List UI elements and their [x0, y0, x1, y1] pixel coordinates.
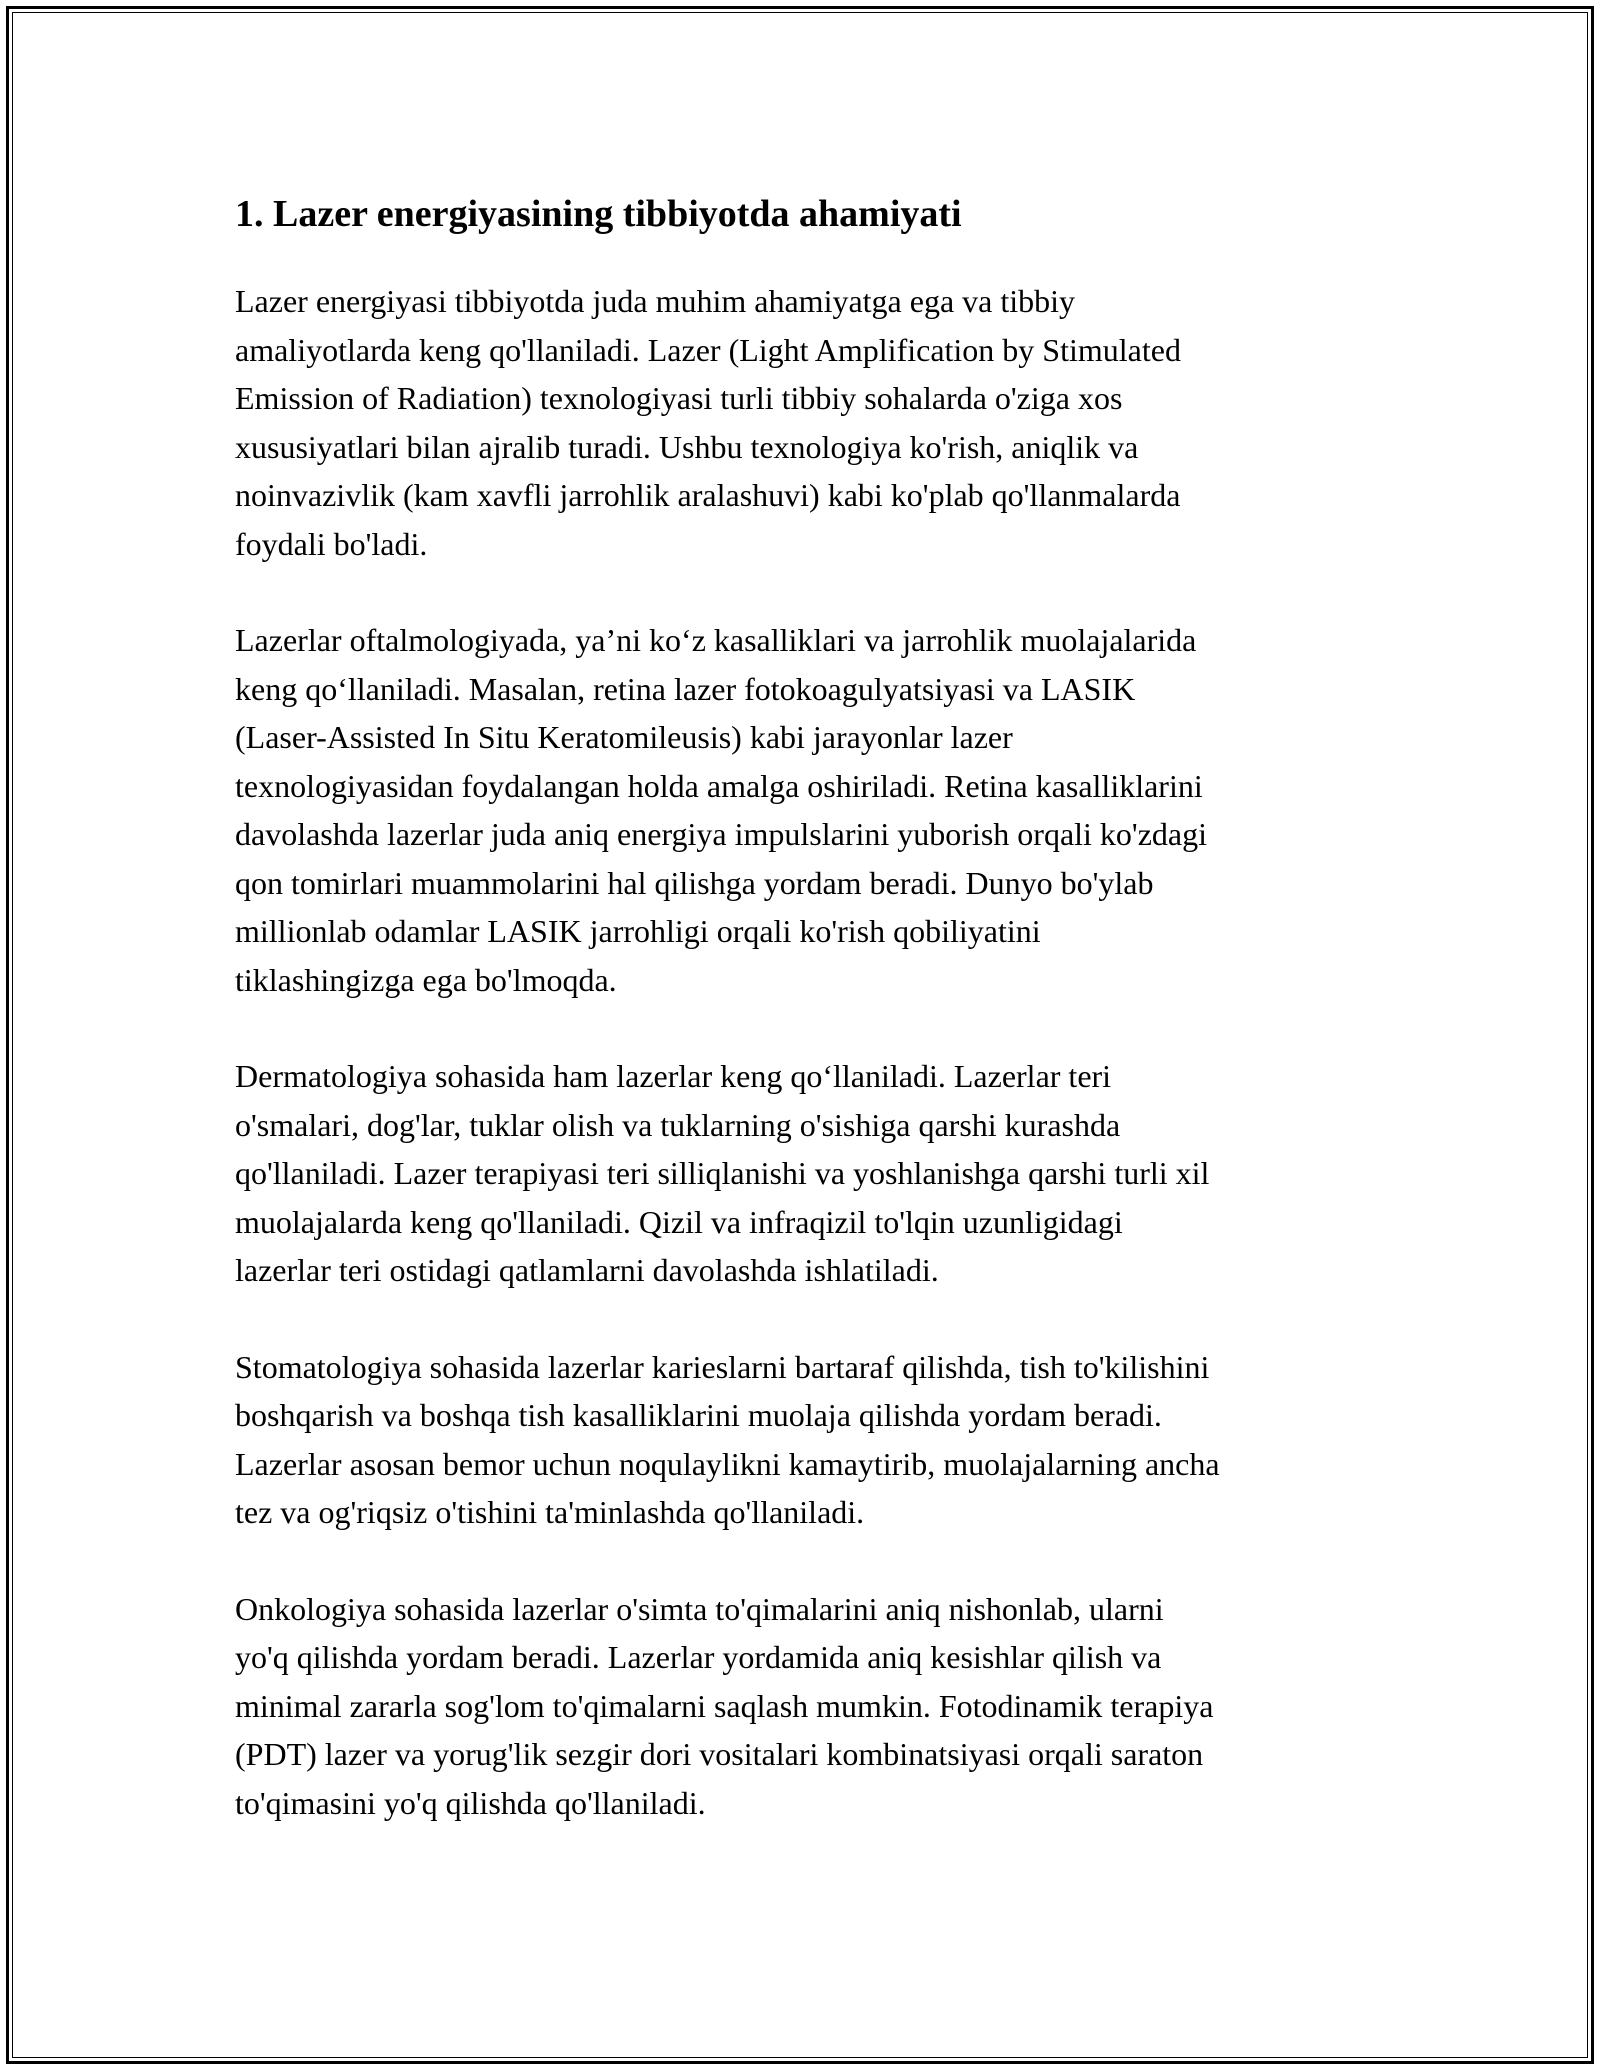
- text-line: Lazerlar oftalmologiyada, ya’ni ko‘z kasalliklari va jarrohlik muolajalarida: [235, 622, 1197, 658]
- text-line: Onkologiya sohasida lazerlar o'simta to'qimalarini aniq nishonlab, ularni: [235, 1590, 1164, 1627]
- text-line: Lazer energiyasi tibbiyotda juda muhim ahamiyatga ega va tibbiy: [235, 283, 1076, 319]
- text-line: muolajalarda keng qo'llaniladi. Qizil va infraqizil to'lqin uzunligidagi: [235, 1203, 1123, 1240]
- text-line: lazerlar teri ostidagi qatlamlarni davolashda ishlatiladi.: [235, 1252, 939, 1288]
- paragraph-dermatology: [235, 1052, 1375, 1295]
- text-line: boshqarish va boshqa tish kasalliklarini muolaja qilishda yordam beradi.: [235, 1397, 1162, 1433]
- text-line: amaliyotlarda keng qo'llaniladi. Lazer (Light Amplification by Stimulated: [235, 331, 1181, 368]
- text-line: davolashda lazerlar juda aniq energiya impulslarini yuborish orqali ko'zdagi: [235, 816, 1207, 852]
- text-line: Emission of Radiation) texnologiyasi turli tibbiy sohalarda o'ziga xos: [235, 380, 1123, 416]
- text-line: (Laser-Assisted In Situ Keratomileusis) kabi jarayonlar lazer: [235, 719, 1013, 755]
- text-line: keng qo‘llaniladi. Masalan, retina lazer fotokoagulyatsiyasi va LASIK: [235, 670, 1136, 707]
- paragraph-dentistry: [235, 1343, 1375, 1537]
- paragraph-oncology: [235, 1585, 1375, 1828]
- text-line: to'qimasini yo'q qilishda qo'llaniladi.: [235, 1784, 706, 1821]
- text-line: qon tomirlari muammolarini hal qilishga yordam beradi. Dunyo bo'ylab: [235, 864, 1154, 901]
- text-line: millionlab odamlar LASIK jarrohligi orqali ko'rish qobiliyatini: [235, 913, 1041, 949]
- text-line: noinvazivlik (kam xavfli jarrohlik aralashuvi) kabi ko'plab qo'llanmalarda: [235, 477, 1181, 513]
- text-line: texnologiyasidan foydalangan holda amalga oshiriladi. Retina kasalliklarini: [235, 767, 1203, 804]
- paragraph-ophthalmology: [235, 616, 1375, 1004]
- paragraph-introduction: [235, 277, 1375, 568]
- text-line: yo'q qilishda yordam beradi. Lazerlar yordamida aniq kesishlar qilish va: [235, 1639, 1162, 1675]
- text-line: (PDT) lazer va yorug'lik sezgir dori vositalari kombinatsiyasi orqali saraton: [235, 1736, 1204, 1772]
- text-line: Lazerlar asosan bemor uchun noqulaylikni kamaytirib, muolajalarning ancha: [235, 1445, 1220, 1482]
- section-heading: 1. Lazer energiyasining tibbiyotda ahamiyati: [235, 193, 962, 235]
- text-line: qo'llaniladi. Lazer terapiyasi teri silliqlanishi va yoshlanishga qarshi turli xil: [235, 1155, 1210, 1191]
- text-line: o'smalari, dog'lar, tuklar olish va tuklarning o'sishiga qarshi kurashda: [235, 1106, 1121, 1143]
- text-line: minimal zararla sog'lom to'qimalarni saqlash mumkin. Fotodinamik terapiya: [235, 1687, 1214, 1724]
- document-body: [235, 186, 1375, 1875]
- text-line: tiklashingizga ega bo'lmoqda.: [235, 961, 617, 998]
- text-line: Dermatologiya sohasida ham lazerlar keng qo‘llaniladi. Lazerlar teri: [235, 1058, 1112, 1094]
- text-line: foydali bo'ladi.: [235, 525, 428, 562]
- text-line: tez va og'riqsiz o'tishini ta'minlashda qo'llaniladi.: [235, 1494, 865, 1530]
- text-line: Stomatologiya sohasida lazerlar karieslarni bartaraf qilishda, tish to'kilishini: [235, 1348, 1210, 1385]
- text-line: xususiyatlari bilan ajralib turadi. Ushbu texnologiya ko'rish, aniqlik va: [235, 428, 1139, 465]
